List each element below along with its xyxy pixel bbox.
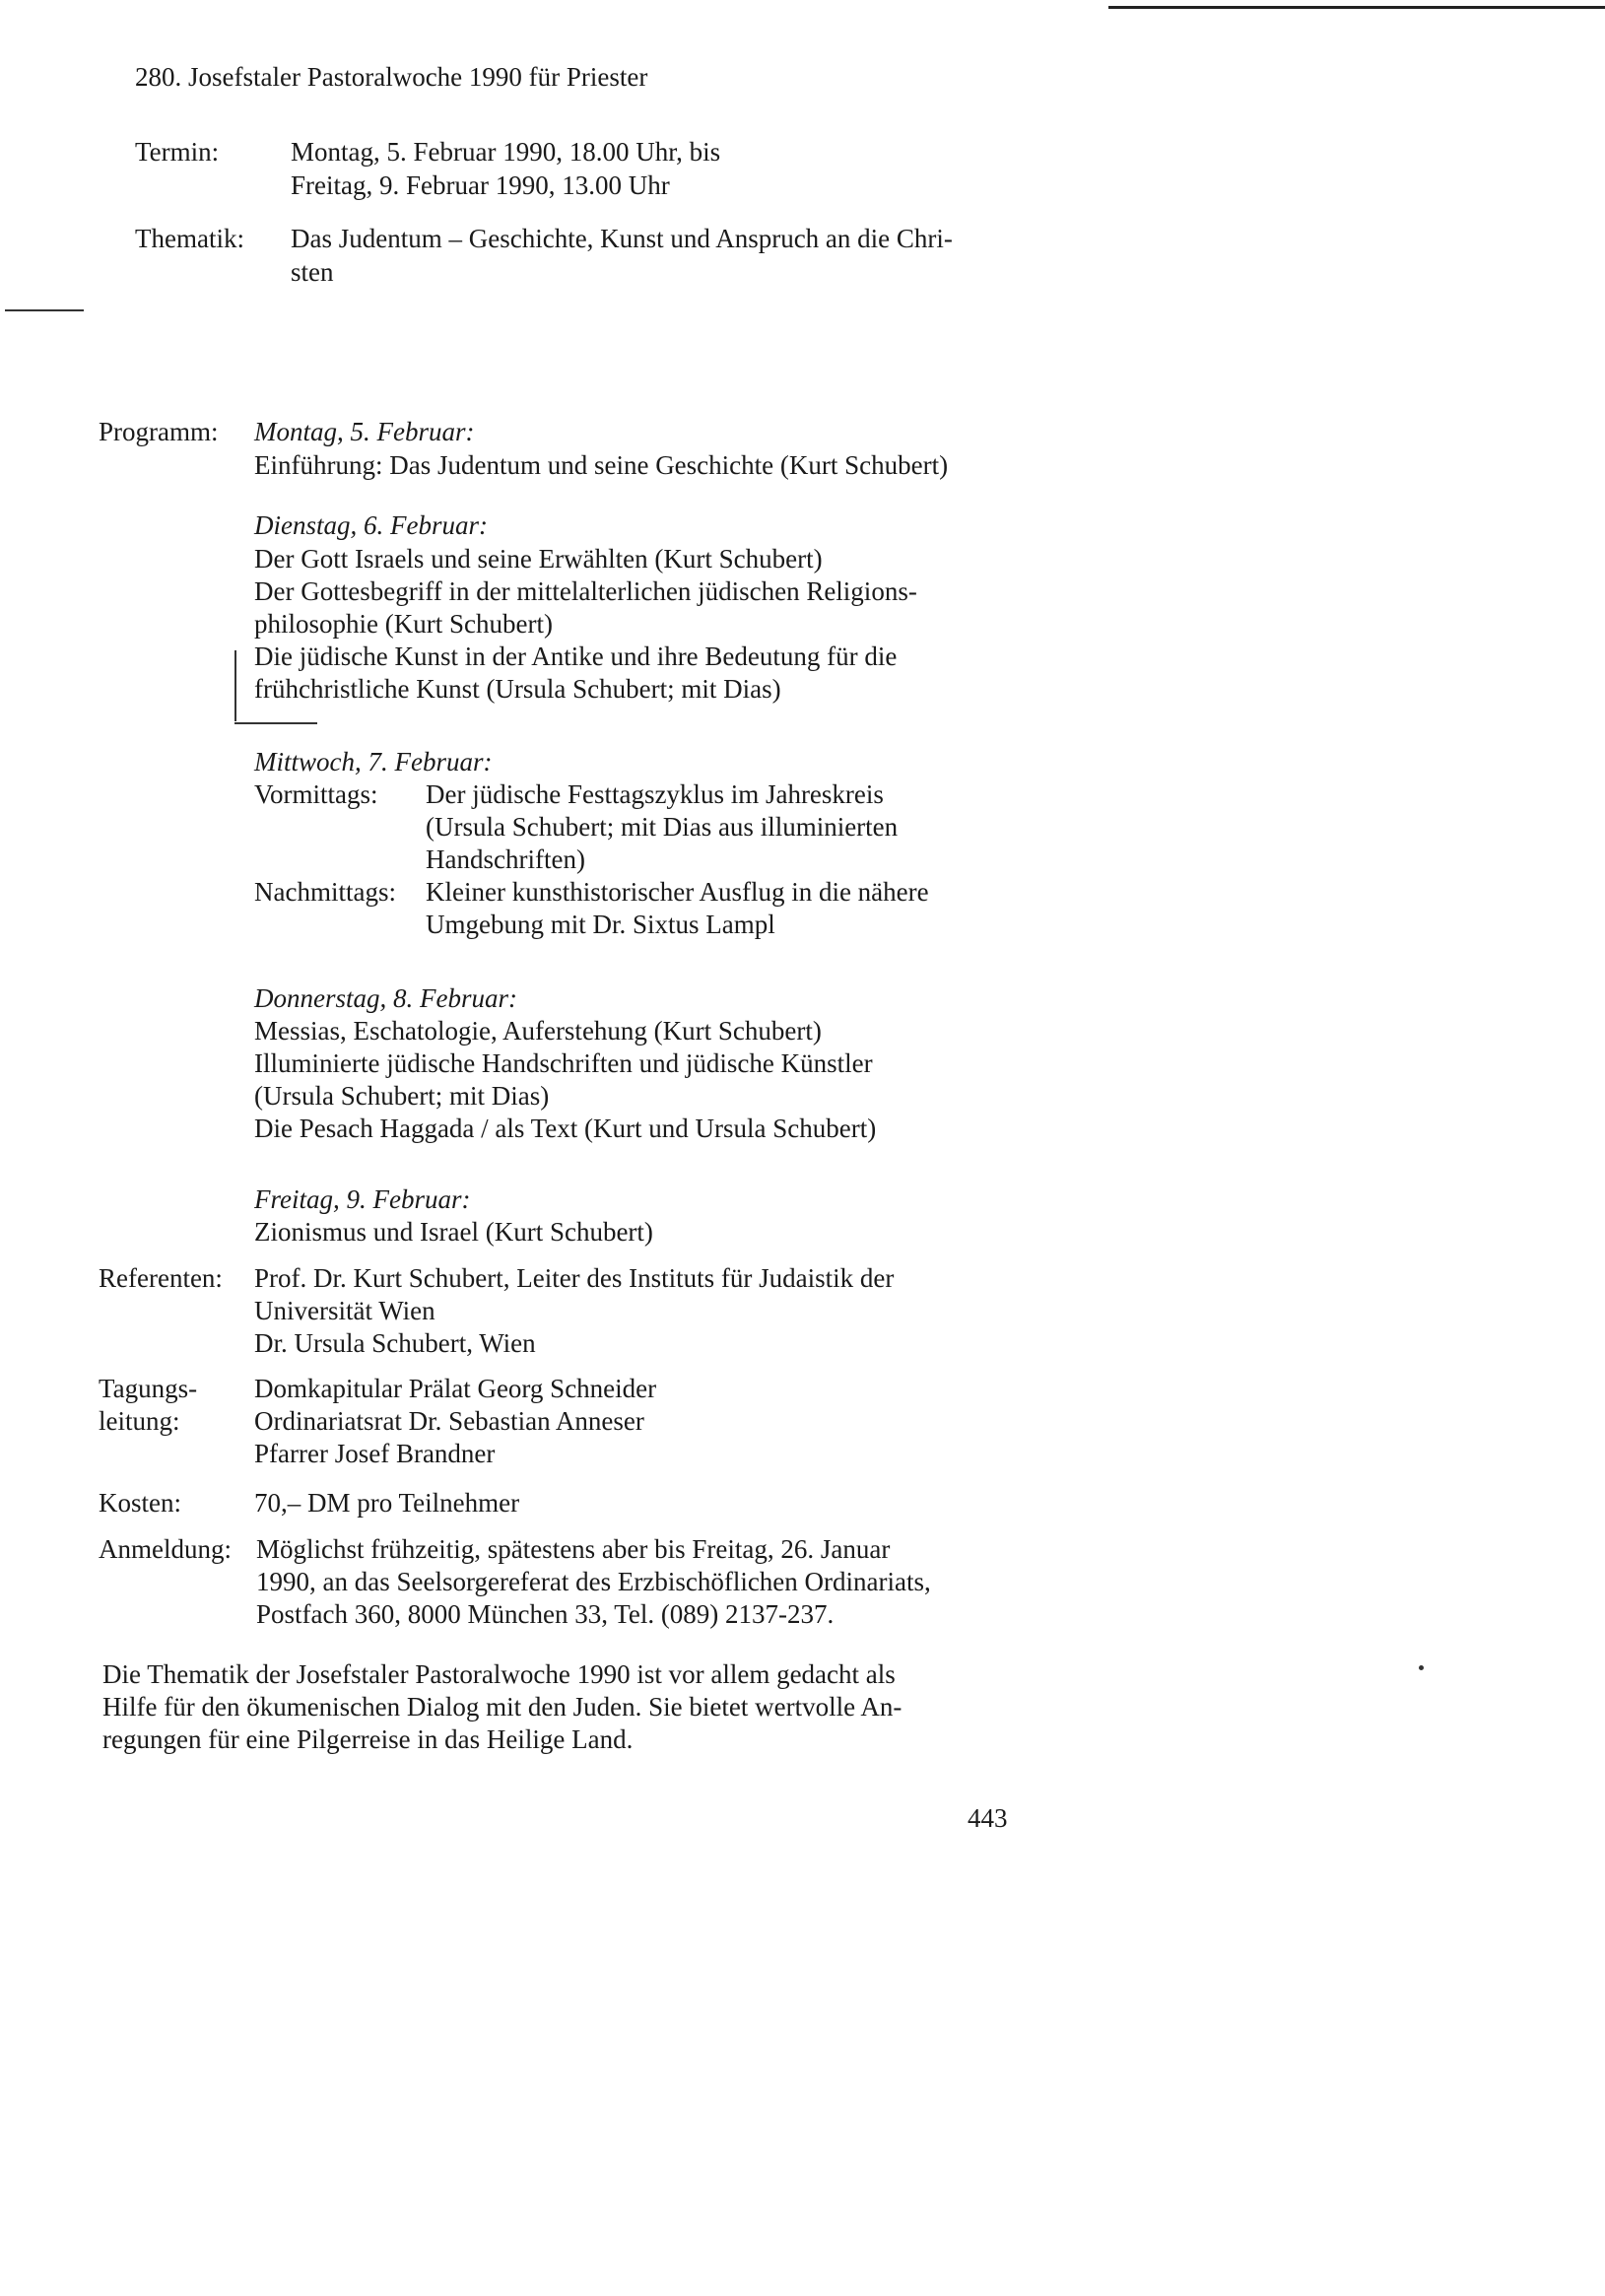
bracket-mark	[234, 650, 236, 721]
referenten-label: Referenten:	[99, 1263, 223, 1293]
nachmittags-line-2: Umgebung mit Dr. Sixtus Lampl	[426, 910, 775, 939]
kosten-label: Kosten:	[99, 1488, 181, 1518]
anmeldung-line-3: Postfach 360, 8000 München 33, Tel. (089) 2137-237.	[256, 1599, 835, 1629]
page-title: 280. Josefstaler Pastoralwoche 1990 für Priester	[135, 62, 648, 92]
dienstag-line-5: frühchristliche Kunst (Ursula Schubert; mit Dias)	[254, 674, 781, 704]
vormittags-label: Vormittags:	[254, 779, 378, 809]
termin-line-1: Montag, 5. Februar 1990, 18.00 Uhr, bis	[291, 137, 721, 167]
dienstag-line-2: Der Gottesbegriff in der mittelalterlichen jüdischen Religions-	[254, 576, 917, 606]
vormittags-line-3: Handschriften)	[426, 844, 585, 874]
freitag-heading: Freitag, 9. Februar:	[254, 1184, 471, 1214]
dienstag-line-1: Der Gott Israels und seine Erwählten (Kurt Schubert)	[254, 544, 823, 574]
nachmittags-label: Nachmittags:	[254, 877, 396, 907]
freitag-line-1: Zionismus und Israel (Kurt Schubert)	[254, 1217, 653, 1247]
dienstag-heading: Dienstag, 6. Februar:	[254, 510, 488, 540]
vormittags-line-1: Der jüdische Festtagszyklus im Jahreskreis	[426, 779, 884, 809]
thematik-line-1: Das Judentum – Geschichte, Kunst und Anspruch an die Chri-	[291, 224, 953, 253]
montag-heading: Montag, 5. Februar:	[254, 417, 475, 446]
tagungsleitung-line-3: Pfarrer Josef Brandner	[254, 1439, 496, 1468]
tagungsleitung-line-1: Domkapitular Prälat Georg Schneider	[254, 1374, 657, 1403]
bracket-underline	[234, 722, 317, 724]
donnerstag-line-1: Messias, Eschatologie, Auferstehung (Kurt Schubert)	[254, 1016, 822, 1046]
page-number: 443	[968, 1803, 1008, 1833]
montag-line-1: Einführung: Das Judentum und seine Geschichte (Kurt Schubert)	[254, 450, 949, 480]
referenten-line-2: Universität Wien	[254, 1296, 435, 1325]
margin-mark	[5, 309, 84, 311]
mittwoch-heading: Mittwoch, 7. Februar:	[254, 747, 493, 777]
referenten-line-3: Dr. Ursula Schubert, Wien	[254, 1328, 536, 1358]
tagungsleitung-label-2: leitung:	[99, 1406, 180, 1436]
referenten-line-1: Prof. Dr. Kurt Schubert, Leiter des Instituts für Judaistik der	[254, 1263, 895, 1293]
termin-line-2: Freitag, 9. Februar 1990, 13.00 Uhr	[291, 170, 670, 200]
vormittags-line-2: (Ursula Schubert; mit Dias aus illuminierten	[426, 812, 899, 842]
donnerstag-line-4: Die Pesach Haggada / als Text (Kurt und Ursula Schubert)	[254, 1114, 877, 1143]
top-rule	[1108, 6, 1605, 9]
thematik-label: Thematik:	[135, 224, 244, 253]
thematik-line-2: sten	[291, 257, 334, 287]
tagungsleitung-line-2: Ordinariatsrat Dr. Sebastian Anneser	[254, 1406, 644, 1436]
anmeldung-line-1: Möglichst frühzeitig, spätestens aber bis Freitag, 26. Januar	[256, 1534, 891, 1564]
anmeldung-label: Anmeldung:	[99, 1534, 232, 1564]
dienstag-line-3: philosophie (Kurt Schubert)	[254, 609, 553, 639]
closing-line-3: regungen für eine Pilgerreise in das Heilige Land.	[102, 1724, 634, 1754]
kosten-line-1: 70,– DM pro Teilnehmer	[254, 1488, 520, 1518]
nachmittags-line-1: Kleiner kunsthistorischer Ausflug in die nähere	[426, 877, 929, 907]
donnerstag-line-3: (Ursula Schubert; mit Dias)	[254, 1081, 550, 1111]
donnerstag-heading: Donnerstag, 8. Februar:	[254, 983, 517, 1013]
tagungsleitung-label-1: Tagungs-	[99, 1374, 198, 1403]
dienstag-line-4: Die jüdische Kunst in der Antike und ihre Bedeutung für die	[254, 642, 898, 671]
scan-dot	[1419, 1665, 1424, 1670]
termin-label: Termin:	[135, 137, 220, 167]
closing-line-2: Hilfe für den ökumenischen Dialog mit den Juden. Sie bietet wertvolle An-	[102, 1692, 903, 1722]
programm-label: Programm:	[99, 417, 219, 446]
donnerstag-line-2: Illuminierte jüdische Handschriften und jüdische Künstler	[254, 1048, 873, 1078]
anmeldung-line-2: 1990, an das Seelsorgereferat des Erzbischöflichen Ordinariats,	[256, 1567, 931, 1596]
closing-line-1: Die Thematik der Josefstaler Pastoralwoche 1990 ist vor allem gedacht als	[102, 1659, 896, 1689]
